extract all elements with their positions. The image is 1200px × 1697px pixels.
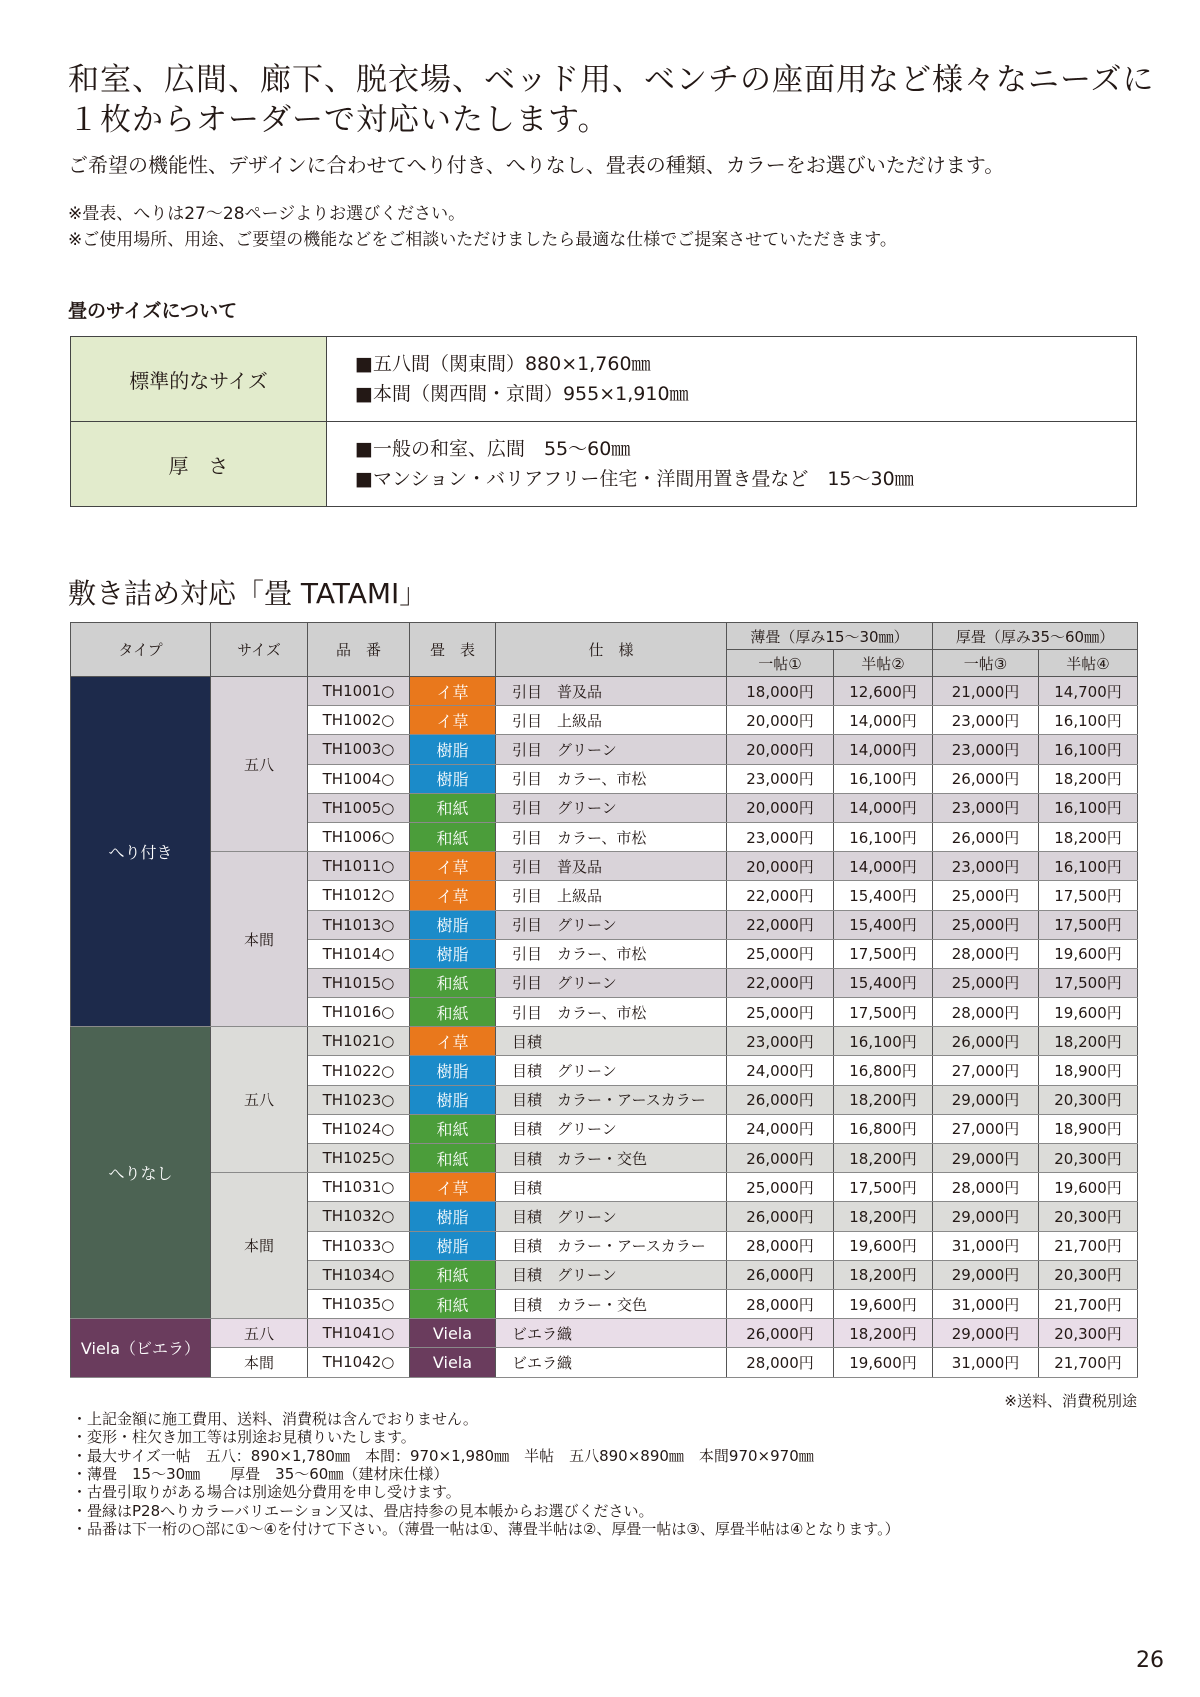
price-thin-half: 15,400円 [834, 968, 933, 997]
footnote: ・変形・柱欠き加工等は別途お見積りいたします。 [72, 1428, 416, 1447]
price-thin-full: 18,000円 [727, 677, 834, 706]
price-thin-full: 25,000円 [727, 939, 834, 968]
spec-cell: 引目 グリーン [496, 735, 727, 764]
spec-cell: 目積 カラー・交色 [496, 1289, 727, 1318]
code-cell: TH1024○ [308, 1114, 410, 1143]
size-cell: 本間 [211, 852, 308, 1027]
header-type: タイプ [71, 623, 211, 677]
price-thick-half: 17,500円 [1039, 968, 1138, 997]
code-cell: TH1022○ [308, 1056, 410, 1085]
surface-cell: 樹脂 [410, 1056, 496, 1085]
thickness-line: ■一般の和室、広間 55〜60㎜ [355, 438, 631, 460]
spec-cell: 引目 上級品 [496, 881, 727, 910]
footnote: ・畳縁はP28へりカラーバリエーション又は、畳店持参の見本帳からお選びください。 [72, 1501, 654, 1520]
thickness-label: 厚 さ [71, 422, 327, 507]
surface-cell: 和紙 [410, 793, 496, 822]
size-values [327, 337, 1137, 422]
price-thick-half: 20,300円 [1039, 1085, 1138, 1114]
price-thin-full: 24,000円 [727, 1056, 834, 1085]
price-thin-full: 23,000円 [727, 822, 834, 851]
surface-cell: 和紙 [410, 998, 496, 1027]
code-cell: TH1001○ [308, 677, 410, 706]
price-thick-half: 18,200円 [1039, 822, 1138, 851]
price-thin-full: 23,000円 [727, 1027, 834, 1056]
price-thin-half: 17,500円 [834, 939, 933, 968]
surface-cell: 樹脂 [410, 910, 496, 939]
code-cell: TH1034○ [308, 1260, 410, 1289]
size-cell: 五八 [211, 677, 308, 852]
price-thin-full: 26,000円 [727, 1144, 834, 1173]
header-thin: 薄畳（厚み15〜30㎜） [727, 623, 933, 650]
size-table [70, 336, 1137, 507]
footnote: ・薄畳 15〜30㎜ 厚畳 35〜60㎜（建材床仕様） [72, 1464, 449, 1483]
price-thin-half: 19,600円 [834, 1231, 933, 1260]
size-line: ■五八間（関東間）880×1,760㎜ [355, 353, 651, 375]
spec-cell: 引目 カラー、市松 [496, 998, 727, 1027]
header-p2: 半帖② [834, 650, 933, 677]
subtitle: ご希望の機能性、デザインに合わせてへり付き、へりなし、畳表の種類、カラーをお選びいただけます。 [68, 153, 1005, 177]
surface-cell: イ草 [410, 881, 496, 910]
price-thin-full: 26,000円 [727, 1202, 834, 1231]
code-cell: TH1032○ [308, 1202, 410, 1231]
price-thick-full: 31,000円 [933, 1348, 1039, 1377]
thickness-line: ■マンション・バリアフリー住宅・洋間用置き畳など 15〜30㎜ [355, 468, 914, 490]
spec-cell: 目積 カラー・アースカラー [496, 1231, 727, 1260]
surface-cell: 和紙 [410, 968, 496, 997]
size-cell: 五八 [211, 1319, 308, 1348]
spec-cell: 目積 [496, 1027, 727, 1056]
price-thick-full: 26,000円 [933, 822, 1039, 851]
price-thin-full: 20,000円 [727, 852, 834, 881]
table-row [71, 677, 1138, 706]
tax-note: ※送料、消費税別途 [1004, 1392, 1137, 1410]
price-thick-full: 27,000円 [933, 1056, 1039, 1085]
headline-line-2: １枚からオーダーで対応いたします。 [68, 102, 610, 138]
price-thin-full: 28,000円 [727, 1348, 834, 1377]
spec-cell: 引目 普及品 [496, 677, 727, 706]
footnote: ・最大サイズ一帖 五八：890×1,780㎜ 本間：970×1,980㎜ 半帖 五八890×890㎜ 本間970×970㎜ [72, 1446, 814, 1465]
price-thick-half: 17,500円 [1039, 881, 1138, 910]
price-thick-full: 21,000円 [933, 677, 1039, 706]
price-thin-half: 18,200円 [834, 1144, 933, 1173]
table-row [71, 1027, 1138, 1056]
size-label: 標準的なサイズ [71, 337, 327, 422]
price-thick-half: 19,600円 [1039, 998, 1138, 1027]
spec-cell: 目積 グリーン [496, 1056, 727, 1085]
price-thick-half: 21,700円 [1039, 1348, 1138, 1377]
note-1: ※畳表、へりは27〜28ページよりお選びください。 [68, 204, 466, 224]
surface-cell: 樹脂 [410, 1202, 496, 1231]
surface-cell: イ草 [410, 852, 496, 881]
price-thin-half: 15,400円 [834, 910, 933, 939]
code-cell: TH1006○ [308, 822, 410, 851]
code-cell: TH1002○ [308, 706, 410, 735]
price-thick-full: 25,000円 [933, 910, 1039, 939]
header-code: 品 番 [308, 623, 410, 677]
note-2: ※ご使用場所、用途、ご要望の機能などをご相談いただけましたら最適な仕様でご提案させていただきます。 [68, 230, 897, 250]
spec-cell: ビエラ織 [496, 1348, 727, 1377]
surface-cell: 和紙 [410, 1114, 496, 1143]
size-line: ■本間（関西間・京間）955×1,910㎜ [355, 383, 689, 405]
price-thin-full: 25,000円 [727, 1173, 834, 1202]
spec-cell: ビエラ織 [496, 1319, 727, 1348]
price-thick-full: 29,000円 [933, 1085, 1039, 1114]
price-thick-full: 28,000円 [933, 1173, 1039, 1202]
price-thin-half: 16,100円 [834, 764, 933, 793]
price-thin-full: 26,000円 [727, 1085, 834, 1114]
spec-cell: 引目 カラー、市松 [496, 764, 727, 793]
price-thin-full: 24,000円 [727, 1114, 834, 1143]
header-surface: 畳 表 [410, 623, 496, 677]
price-thin-full: 26,000円 [727, 1319, 834, 1348]
price-thick-full: 29,000円 [933, 1319, 1039, 1348]
code-cell: TH1011○ [308, 852, 410, 881]
code-cell: TH1025○ [308, 1144, 410, 1173]
price-thick-full: 23,000円 [933, 793, 1039, 822]
price-thick-full: 29,000円 [933, 1260, 1039, 1289]
price-thick-full: 23,000円 [933, 706, 1039, 735]
price-thin-half: 18,200円 [834, 1085, 933, 1114]
surface-cell: 樹脂 [410, 1231, 496, 1260]
code-cell: TH1015○ [308, 968, 410, 997]
header-spec: 仕 様 [496, 623, 727, 677]
size-row-thickness [71, 422, 1137, 507]
footnote: ・上記金額に施工費用、送料、消費税は含んでおりません。 [72, 1410, 478, 1428]
price-thin-full: 20,000円 [727, 793, 834, 822]
price-thick-half: 19,600円 [1039, 939, 1138, 968]
price-thin-half: 14,000円 [834, 706, 933, 735]
table-row [71, 852, 1138, 881]
price-thin-full: 22,000円 [727, 881, 834, 910]
price-thick-full: 23,000円 [933, 735, 1039, 764]
size-cell: 五八 [211, 1027, 308, 1173]
price-thin-half: 16,100円 [834, 1027, 933, 1056]
price-thick-full: 25,000円 [933, 881, 1039, 910]
surface-cell: 樹脂 [410, 735, 496, 764]
price-table-body [71, 677, 1138, 1378]
type-cell: へりなし [71, 1027, 211, 1319]
footnote: ・品番は下一桁の○部に①〜④を付けて下さい。（薄畳一帖は①、薄畳半帖は②、厚畳一帖は③、厚畳半帖は④となります。） [72, 1519, 900, 1538]
price-thin-half: 19,600円 [834, 1348, 933, 1377]
table-row [71, 1319, 1138, 1348]
price-thin-half: 18,200円 [834, 1319, 933, 1348]
price-thick-full: 29,000円 [933, 1144, 1039, 1173]
price-thick-full: 23,000円 [933, 852, 1039, 881]
spec-cell: 目積 [496, 1173, 727, 1202]
surface-cell: 和紙 [410, 1144, 496, 1173]
code-cell: TH1042○ [308, 1348, 410, 1377]
spec-cell: 引目 グリーン [496, 910, 727, 939]
price-thin-full: 28,000円 [727, 1289, 834, 1318]
price-thin-half: 19,600円 [834, 1289, 933, 1318]
code-cell: TH1041○ [308, 1319, 410, 1348]
header-thick: 厚畳（厚み35〜60㎜） [933, 623, 1138, 650]
spec-cell: 引目 普及品 [496, 852, 727, 881]
price-thick-half: 20,300円 [1039, 1144, 1138, 1173]
price-thin-half: 18,200円 [834, 1260, 933, 1289]
header-size: サイズ [211, 623, 308, 677]
price-thick-full: 27,000円 [933, 1114, 1039, 1143]
price-table [70, 622, 1138, 1378]
price-thick-half: 20,300円 [1039, 1319, 1138, 1348]
size-section-title: 畳のサイズについて [68, 300, 238, 322]
price-thin-half: 12,600円 [834, 677, 933, 706]
surface-cell: イ草 [410, 706, 496, 735]
price-thick-full: 28,000円 [933, 939, 1039, 968]
price-thick-full: 31,000円 [933, 1231, 1039, 1260]
price-thick-half: 18,900円 [1039, 1056, 1138, 1085]
code-cell: TH1005○ [308, 793, 410, 822]
surface-cell: イ草 [410, 1173, 496, 1202]
price-thick-full: 31,000円 [933, 1289, 1039, 1318]
size-cell: 本間 [211, 1348, 308, 1377]
price-thick-full: 29,000円 [933, 1202, 1039, 1231]
spec-cell: 引目 カラー、市松 [496, 939, 727, 968]
price-thick-half: 18,200円 [1039, 1027, 1138, 1056]
page-number: 26 [1136, 1648, 1164, 1673]
price-thick-half: 20,300円 [1039, 1202, 1138, 1231]
price-thick-half: 14,700円 [1039, 677, 1138, 706]
price-thick-half: 18,200円 [1039, 764, 1138, 793]
price-thick-half: 16,100円 [1039, 706, 1138, 735]
code-cell: TH1021○ [308, 1027, 410, 1056]
price-thick-half: 19,600円 [1039, 1173, 1138, 1202]
price-thin-half: 17,500円 [834, 1173, 933, 1202]
surface-cell: 樹脂 [410, 764, 496, 793]
header-p3: 一帖③ [933, 650, 1039, 677]
price-thick-full: 25,000円 [933, 968, 1039, 997]
price-thin-half: 15,400円 [834, 881, 933, 910]
code-cell: TH1003○ [308, 735, 410, 764]
price-thick-full: 26,000円 [933, 764, 1039, 793]
code-cell: TH1016○ [308, 998, 410, 1027]
spec-cell: 引目 上級品 [496, 706, 727, 735]
price-thick-half: 17,500円 [1039, 910, 1138, 939]
spec-cell: 目積 カラー・交色 [496, 1144, 727, 1173]
price-thin-half: 18,200円 [834, 1202, 933, 1231]
headline-line-1: 和室、広間、廊下、脱衣場、ベッド用、ベンチの座面用など様々なニーズに [68, 62, 1155, 98]
price-thin-half: 16,800円 [834, 1114, 933, 1143]
surface-cell: 和紙 [410, 822, 496, 851]
type-cell: へり付き [71, 677, 211, 1027]
surface-cell: イ草 [410, 1027, 496, 1056]
price-thin-half: 14,000円 [834, 735, 933, 764]
header-p1: 一帖① [727, 650, 834, 677]
price-thin-half: 14,000円 [834, 793, 933, 822]
spec-cell: 目積 グリーン [496, 1114, 727, 1143]
spec-cell: 引目 グリーン [496, 968, 727, 997]
code-cell: TH1014○ [308, 939, 410, 968]
surface-cell: 樹脂 [410, 939, 496, 968]
footnote: ・古畳引取りがある場合は別途処分費用を申し受けます。 [72, 1483, 461, 1502]
size-cell: 本間 [211, 1173, 308, 1319]
surface-cell: 和紙 [410, 1289, 496, 1318]
surface-cell: 和紙 [410, 1260, 496, 1289]
price-thick-half: 21,700円 [1039, 1231, 1138, 1260]
code-cell: TH1023○ [308, 1085, 410, 1114]
price-thin-full: 25,000円 [727, 998, 834, 1027]
price-thin-half: 17,500円 [834, 998, 933, 1027]
code-cell: TH1035○ [308, 1289, 410, 1318]
code-cell: TH1012○ [308, 881, 410, 910]
price-thick-half: 21,700円 [1039, 1289, 1138, 1318]
table-row [71, 1173, 1138, 1202]
price-thin-full: 22,000円 [727, 968, 834, 997]
spec-cell: 目積 グリーン [496, 1202, 727, 1231]
price-thin-full: 22,000円 [727, 910, 834, 939]
spec-cell: 引目 グリーン [496, 793, 727, 822]
spec-cell: 目積 カラー・アースカラー [496, 1085, 727, 1114]
price-thick-full: 26,000円 [933, 1027, 1039, 1056]
thickness-values [327, 422, 1137, 507]
price-thin-full: 26,000円 [727, 1260, 834, 1289]
price-thin-full: 28,000円 [727, 1231, 834, 1260]
surface-cell: 樹脂 [410, 1085, 496, 1114]
price-thick-half: 20,300円 [1039, 1260, 1138, 1289]
surface-cell: Viela [410, 1348, 496, 1377]
surface-cell: Viela [410, 1319, 496, 1348]
surface-cell: イ草 [410, 677, 496, 706]
price-thin-full: 20,000円 [727, 735, 834, 764]
spec-cell: 目積 グリーン [496, 1260, 727, 1289]
price-thin-half: 16,100円 [834, 822, 933, 851]
type-cell: Viela（ビエラ） [71, 1319, 211, 1377]
code-cell: TH1033○ [308, 1231, 410, 1260]
price-thick-half: 16,100円 [1039, 793, 1138, 822]
price-thick-half: 16,100円 [1039, 735, 1138, 764]
price-table-title: 敷き詰め対応「畳 TATAMI」 [68, 577, 428, 610]
code-cell: TH1004○ [308, 764, 410, 793]
price-thick-full: 28,000円 [933, 998, 1039, 1027]
price-thick-half: 16,100円 [1039, 852, 1138, 881]
price-thin-half: 16,800円 [834, 1056, 933, 1085]
price-thin-full: 20,000円 [727, 706, 834, 735]
price-thick-half: 18,900円 [1039, 1114, 1138, 1143]
price-thin-half: 14,000円 [834, 852, 933, 881]
table-row [71, 1348, 1138, 1377]
code-cell: TH1013○ [308, 910, 410, 939]
spec-cell: 引目 カラー、市松 [496, 822, 727, 851]
header-p4: 半帖④ [1039, 650, 1138, 677]
size-row-standard [71, 337, 1137, 422]
code-cell: TH1031○ [308, 1173, 410, 1202]
price-thin-full: 23,000円 [727, 764, 834, 793]
